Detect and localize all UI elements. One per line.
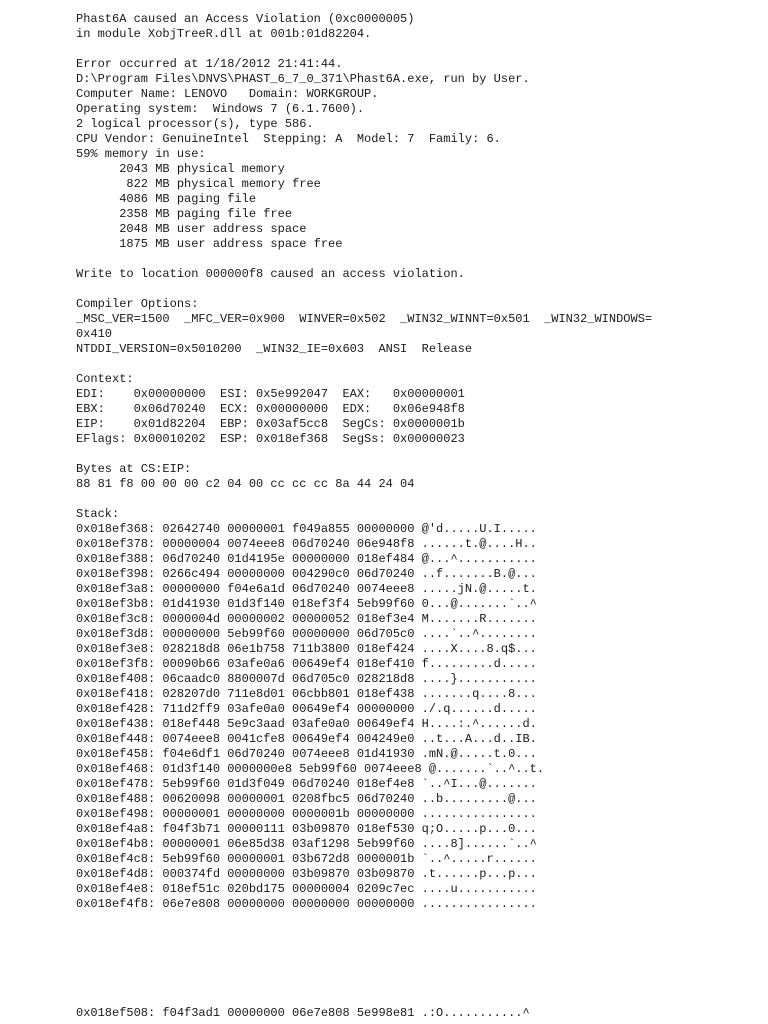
compiler-heading: Compiler Options:: [76, 297, 199, 311]
stack-row: 0x018ef3a8: 00000000 f04e6a1d 06d70240 0074eee8 .....jN.@.....t.: [76, 582, 537, 596]
cpu-vendor: CPU Vendor: GenuineIntel Stepping: A Model: 7 Family: 6.: [76, 132, 501, 146]
spacer: [76, 42, 756, 57]
memory-paging-free: 2358 MB paging file free: [76, 207, 293, 221]
stack-row: 0x018ef508: f04f3ad1 00000000 06e7e808 5e998e81 .:O...........^: [76, 1006, 530, 1020]
exe-path: D:\Program Files\DNVS\PHAST_6_7_0_371\Phast6A.exe, run by User.: [76, 72, 530, 86]
stack-row: 0x018ef4c8: 5eb99f60 00000001 03b672d8 0000001b `..^.....r......: [76, 852, 537, 866]
memory-paging: 4086 MB paging file: [76, 192, 257, 206]
violation-message: Write to location 000000f8 caused an access violation.: [76, 267, 465, 281]
compiler-options-line: 0x410: [76, 327, 113, 341]
stack-section: [76, 507, 756, 912]
error-module-line: in module XobjTreeR.dll at 001b:01d82204.: [76, 27, 372, 41]
bytes-value: 88 81 f8 00 00 00 c2 04 00 cc cc cc 8a 44 24 04: [76, 477, 415, 491]
compiler-section: [76, 297, 756, 357]
memory-user-space: 2048 MB user address space: [76, 222, 307, 236]
stack-row: 0x018ef498: 00000001 00000000 0000001b 00000000 ................: [76, 807, 537, 821]
stack-row: 0x018ef4e8: 018ef51c 020bd175 00000004 0209c7ec ....u...........: [76, 882, 537, 896]
register-row: EIP: 0x01d82204 EBP: 0x03af5cc8 SegCs: 0x0000001b: [76, 417, 465, 431]
stack-row: 0x018ef3c8: 0000004d 00000002 00000052 018ef3e4 M.......R.......: [76, 612, 537, 626]
stack-row: 0x018ef3d8: 00000000 5eb99f60 00000000 06d705c0 ....`..^........: [76, 627, 537, 641]
stack-heading: Stack:: [76, 507, 120, 521]
bytes-heading: Bytes at CS:EIP:: [76, 462, 192, 476]
stack-row: 0x018ef4a8: f04f3b71 00000111 03b09870 018ef530 q;O.....p...0...: [76, 822, 537, 836]
system-info-section: [76, 57, 756, 252]
stack-row: 0x018ef4d8: 000374fd 00000000 03b09870 03b09870 .t......p...p...: [76, 867, 537, 881]
memory-usage: 59% memory in use:: [76, 147, 206, 161]
spacer: [76, 357, 756, 372]
stack-row: 0x018ef428: 711d2ff9 03afe0a0 00649ef4 00000000 ./.q......d.....: [76, 702, 537, 716]
processor-count: 2 logical processor(s), type 586.: [76, 117, 314, 131]
spacer: [76, 252, 756, 267]
error-title: Phast6A caused an Access Violation (0xc0000005): [76, 12, 415, 26]
crash-report: [76, 12, 756, 912]
stack-row: 0x018ef3f8: 00090b66 03afe0a6 00649ef4 018ef410 f.........d.....: [76, 657, 537, 671]
stack-row: 0x018ef488: 00620098 00000001 0208fbc5 06d70240 ..b.........@...: [76, 792, 537, 806]
compiler-options-line: NTDDI_VERSION=0x5010200 _WIN32_IE=0x603 ANSI Release: [76, 342, 473, 356]
stack-row: 0x018ef448: 0074eee8 0041cfe8 00649ef4 004249e0 ..t...A...d..IB.: [76, 732, 537, 746]
memory-physical: 2043 MB physical memory: [76, 162, 285, 176]
stack-row: 0x018ef4f8: 06e7e808 00000000 00000000 00000000 ................: [76, 897, 537, 911]
stack-row: 0x018ef3e8: 028218d8 06e1b758 711b3800 018ef424 ....X....8.q$...: [76, 642, 537, 656]
stack-row: 0x018ef408: 06caadc0 8800007d 06d705c0 028218d8 ....}...........: [76, 672, 537, 686]
operating-system: Operating system: Windows 7 (6.1.7600).: [76, 102, 365, 116]
stack-row: 0x018ef458: f04e6df1 06d70240 0074eee8 01d41930 .mN.@.....t.0...: [76, 747, 537, 761]
compiler-options-line: _MSC_VER=1500 _MFC_VER=0x900 WINVER=0x502 _WIN32_WINNT=0x501 _WIN32_WINDOWS=: [76, 312, 653, 326]
context-section: [76, 372, 756, 447]
register-row: EBX: 0x06d70240 ECX: 0x00000000 EDX: 0x06e948f8: [76, 402, 465, 416]
stack-row: 0x018ef4b8: 00000001 06e85d38 03af1298 5eb99f60 ....8]......`..^: [76, 837, 537, 851]
bytes-section: [76, 462, 756, 492]
register-row: EDI: 0x00000000 ESI: 0x5e992047 EAX: 0x00000001: [76, 387, 465, 401]
stack-row: 0x018ef468: 01d3f140 0000000e8 5eb99f60 0074eee8 @.......`..^..t.: [76, 762, 545, 776]
context-heading: Context:: [76, 372, 134, 386]
spacer: [76, 282, 756, 297]
spacer: [76, 447, 756, 462]
memory-user-space-free: 1875 MB user address space free: [76, 237, 343, 251]
spacer: [76, 492, 756, 507]
stack-row: 0x018ef438: 018ef448 5e9c3aad 03afe0a0 00649ef4 H....:.^......d.: [76, 717, 537, 731]
stack-row: 0x018ef478: 5eb99f60 01d3f049 06d70240 018ef4e8 `..^I...@.......: [76, 777, 537, 791]
stack-row: 0x018ef378: 00000004 0074eee8 06d70240 06e948f8 ......t.@....H..: [76, 537, 537, 551]
stack-row: 0x018ef418: 028207d0 711e8d01 06cbb801 018ef438 .......q....8...: [76, 687, 537, 701]
register-row: EFlags: 0x00010202 ESP: 0x018ef368 SegSs: 0x00000023: [76, 432, 465, 446]
error-time: Error occurred at 1/18/2012 21:41:44.: [76, 57, 343, 71]
stack-row: 0x018ef388: 06d70240 01d4195e 00000000 018ef484 @...^...........: [76, 552, 537, 566]
memory-physical-free: 822 MB physical memory free: [76, 177, 321, 191]
stack-row: 0x018ef3b8: 01d41930 01d3f140 018ef3f4 5eb99f60 0...@.......`..^: [76, 597, 537, 611]
stack-row: 0x018ef398: 0266c494 00000000 004290c0 06d70240 ..f.......B.@...: [76, 567, 537, 581]
stack-row: 0x018ef368: 02642740 00000001 f049a855 00000000 @'d.....U.I.....: [76, 522, 537, 536]
computer-name: Computer Name: LENOVO Domain: WORKGROUP.: [76, 87, 379, 101]
stack-tail-section: [76, 1006, 530, 1021]
